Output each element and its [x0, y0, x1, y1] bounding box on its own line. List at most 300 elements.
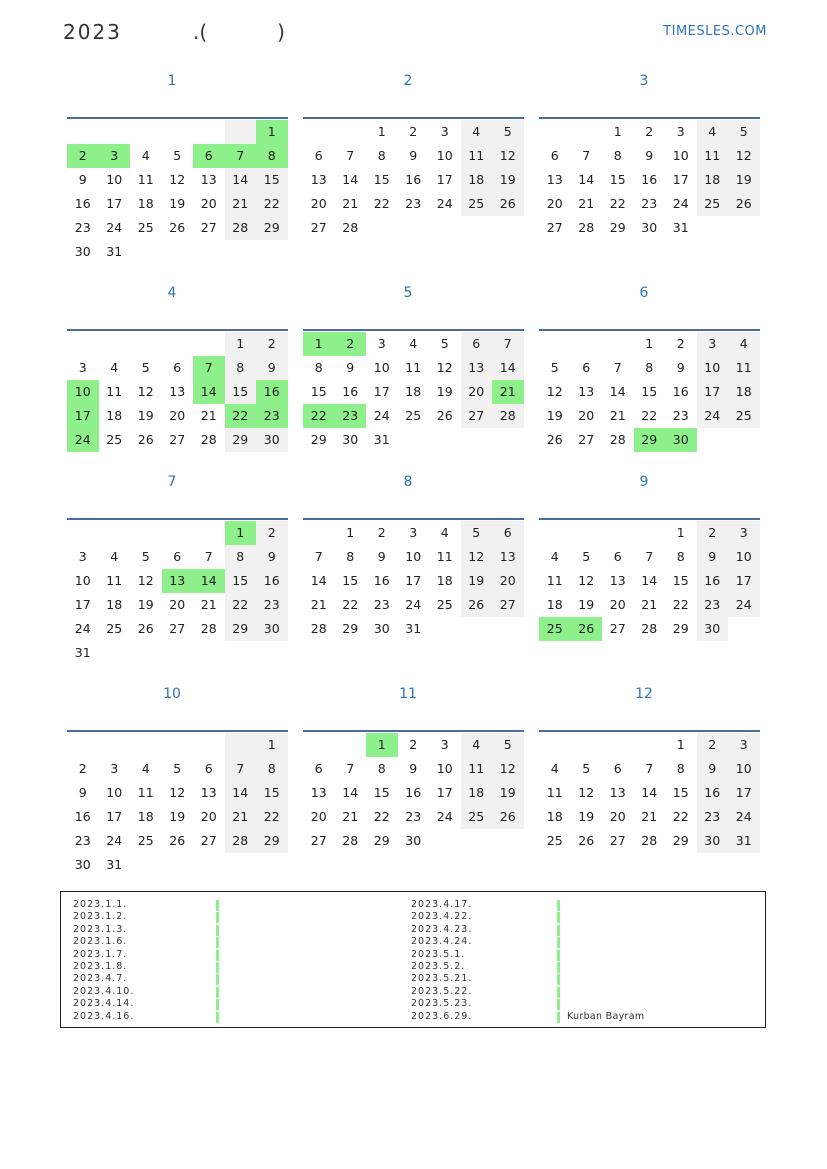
day-cell: 28 — [310, 621, 327, 636]
month-title: 12 — [635, 686, 653, 702]
holiday-day-cell: 1 — [366, 733, 398, 757]
empty-day-cell — [461, 617, 493, 641]
day-cell: 25 — [106, 432, 123, 447]
legend-row — [411, 986, 472, 998]
empty-day-cell — [162, 853, 194, 877]
empty-day-cell — [193, 240, 225, 264]
holiday-day-cell: 30 — [665, 428, 697, 452]
day-cell: 10 — [74, 573, 91, 588]
week-row — [67, 120, 288, 144]
day-cell: 9 — [645, 148, 654, 163]
month-grid — [539, 518, 760, 641]
day-cell: 23 — [74, 833, 91, 848]
calendar-year: 2023 — [63, 20, 122, 44]
day-cell: 8 — [377, 761, 386, 776]
legend-date: 2023.1.6. — [73, 936, 128, 948]
day-cell: 3 — [78, 549, 87, 564]
day-cell: 8 — [346, 549, 355, 564]
day-cell: 16 — [641, 172, 658, 187]
month-title: 9 — [639, 474, 649, 490]
day-cell: 21 — [225, 192, 257, 216]
day-cell: 14 — [342, 172, 359, 187]
day-cell: 16 — [697, 569, 729, 593]
day-cell: 25 — [546, 833, 563, 848]
day-cell: 8 — [314, 360, 323, 375]
empty-day-cell — [398, 428, 430, 452]
day-cell: 22 — [256, 805, 288, 829]
week-row — [303, 356, 524, 380]
day-cell: 30 — [697, 829, 729, 853]
day-cell: 18 — [461, 781, 493, 805]
day-cell: 20 — [200, 809, 217, 824]
day-cell: 14 — [609, 384, 626, 399]
week-row — [539, 192, 760, 216]
legend-row — [411, 949, 472, 961]
empty-day-cell — [162, 240, 194, 264]
day-cell: 15 — [225, 569, 257, 593]
month-grid — [303, 117, 524, 240]
day-cell: 23 — [697, 593, 729, 617]
week-row — [303, 120, 524, 144]
day-cell: 14 — [641, 573, 658, 588]
empty-day-cell — [225, 120, 257, 144]
day-cell: 3 — [697, 332, 729, 356]
day-cell: 27 — [310, 220, 327, 235]
day-cell: 5 — [141, 360, 150, 375]
day-cell: 9 — [377, 549, 386, 564]
week-row — [539, 332, 760, 356]
day-cell: 12 — [169, 785, 186, 800]
month-grid — [67, 518, 288, 665]
legend-color-swatch — [216, 974, 219, 985]
day-cell: 23 — [672, 408, 689, 423]
holiday-day-cell: 23 — [256, 404, 288, 428]
day-cell: 9 — [409, 148, 418, 163]
day-cell: 24 — [373, 408, 390, 423]
week-row — [67, 593, 288, 617]
day-cell: 19 — [492, 168, 524, 192]
week-row — [303, 617, 524, 641]
day-cell: 7 — [582, 148, 591, 163]
week-row — [67, 545, 288, 569]
holiday-day-cell: 1 — [256, 120, 288, 144]
empty-day-cell — [571, 521, 603, 545]
day-cell: 29 — [342, 621, 359, 636]
day-cell: 27 — [578, 432, 595, 447]
legend-date: 2023.4.7. — [73, 973, 128, 985]
day-cell: 25 — [137, 220, 154, 235]
day-cell: 5 — [728, 120, 760, 144]
day-cell: 1 — [377, 124, 386, 139]
holiday-day-cell: 7 — [225, 144, 257, 168]
day-cell: 7 — [314, 549, 323, 564]
empty-day-cell — [492, 428, 524, 452]
day-cell: 19 — [169, 196, 186, 211]
empty-day-cell — [67, 733, 99, 757]
day-cell: 21 — [200, 597, 217, 612]
day-cell: 28 — [641, 833, 658, 848]
week-row — [67, 332, 288, 356]
day-cell: 18 — [697, 168, 729, 192]
day-cell: 14 — [492, 356, 524, 380]
day-cell: 19 — [137, 408, 154, 423]
day-cell: 6 — [204, 761, 213, 776]
day-cell: 15 — [672, 573, 689, 588]
legend-row — [411, 998, 472, 1010]
holiday-day-cell: 10 — [67, 380, 99, 404]
day-cell: 28 — [225, 829, 257, 853]
day-cell: 7 — [225, 757, 257, 781]
day-cell: 22 — [256, 192, 288, 216]
day-cell: 21 — [641, 809, 658, 824]
month-title: 7 — [167, 474, 177, 490]
legend-date: 2023.4.22. — [411, 911, 473, 923]
legend-date: 2023.5.1. — [411, 948, 466, 960]
day-cell: 12 — [578, 573, 595, 588]
day-cell: 19 — [578, 809, 595, 824]
holiday-day-cell: 14 — [193, 380, 225, 404]
legend-row — [411, 911, 472, 923]
day-cell: 6 — [173, 549, 182, 564]
day-cell: 5 — [550, 360, 559, 375]
day-cell: 18 — [546, 597, 563, 612]
month-title: 1 — [167, 73, 177, 89]
day-cell: 21 — [342, 809, 359, 824]
day-cell: 4 — [461, 120, 493, 144]
day-cell: 16 — [697, 781, 729, 805]
empty-day-cell — [193, 641, 225, 665]
day-cell: 10 — [436, 148, 453, 163]
day-cell: 12 — [728, 144, 760, 168]
day-cell: 28 — [200, 432, 217, 447]
day-cell: 28 — [492, 404, 524, 428]
day-cell: 25 — [728, 404, 760, 428]
day-cell: 14 — [342, 785, 359, 800]
legend-color-swatch — [557, 987, 560, 998]
day-cell: 30 — [74, 857, 91, 872]
day-cell: 6 — [613, 761, 622, 776]
day-cell: 12 — [578, 785, 595, 800]
day-cell: 19 — [169, 809, 186, 824]
week-row — [539, 569, 760, 593]
day-cell: 23 — [405, 809, 422, 824]
month-title: 10 — [163, 686, 181, 702]
day-cell: 27 — [310, 833, 327, 848]
day-cell: 9 — [676, 360, 685, 375]
day-cell: 8 — [225, 545, 257, 569]
day-cell: 7 — [346, 148, 355, 163]
day-cell: 18 — [137, 196, 154, 211]
legend-date: 2023.1.3. — [73, 923, 128, 935]
legend-row — [73, 986, 134, 998]
empty-day-cell — [634, 733, 666, 757]
week-row — [67, 569, 288, 593]
empty-day-cell — [634, 521, 666, 545]
day-cell: 9 — [346, 360, 355, 375]
day-cell: 6 — [613, 549, 622, 564]
day-cell: 30 — [405, 833, 422, 848]
empty-day-cell — [539, 332, 571, 356]
day-cell: 17 — [436, 785, 453, 800]
day-cell: 30 — [256, 428, 288, 452]
day-cell: 6 — [173, 360, 182, 375]
day-cell: 6 — [461, 332, 493, 356]
day-cell: 4 — [440, 525, 449, 540]
day-cell: 4 — [728, 332, 760, 356]
day-cell: 3 — [440, 737, 449, 752]
day-cell: 26 — [169, 833, 186, 848]
day-cell: 27 — [609, 621, 626, 636]
day-cell: 3 — [409, 525, 418, 540]
holiday-day-cell: 2 — [335, 332, 367, 356]
week-row — [67, 168, 288, 192]
day-cell: 29 — [256, 829, 288, 853]
day-cell: 20 — [609, 597, 626, 612]
empty-day-cell — [99, 521, 131, 545]
day-cell: 8 — [676, 549, 685, 564]
day-cell: 15 — [256, 168, 288, 192]
day-cell: 6 — [314, 148, 323, 163]
empty-day-cell — [303, 521, 335, 545]
day-cell: 13 — [578, 384, 595, 399]
day-cell: 5 — [440, 336, 449, 351]
day-cell: 31 — [373, 432, 390, 447]
day-cell: 31 — [74, 645, 91, 660]
empty-day-cell — [130, 641, 162, 665]
legend-row — [73, 973, 134, 985]
holiday-day-cell: 16 — [256, 380, 288, 404]
day-cell: 28 — [200, 621, 217, 636]
empty-day-cell — [162, 733, 194, 757]
day-cell: 11 — [137, 785, 154, 800]
week-row — [303, 545, 524, 569]
month-title: 11 — [399, 686, 417, 702]
empty-day-cell — [130, 521, 162, 545]
day-cell: 27 — [169, 621, 186, 636]
day-cell: 3 — [440, 124, 449, 139]
day-cell: 23 — [373, 597, 390, 612]
day-cell: 24 — [405, 597, 422, 612]
day-cell: 2 — [697, 521, 729, 545]
day-cell: 20 — [310, 196, 327, 211]
legend-color-swatch — [216, 950, 219, 961]
legend-row — [411, 936, 472, 948]
day-cell: 20 — [609, 809, 626, 824]
day-cell: 5 — [173, 761, 182, 776]
day-cell: 26 — [137, 621, 154, 636]
empty-day-cell — [67, 332, 99, 356]
empty-day-cell — [162, 332, 194, 356]
empty-day-cell — [429, 428, 461, 452]
day-cell: 13 — [200, 785, 217, 800]
day-cell: 8 — [256, 757, 288, 781]
day-cell: 24 — [74, 621, 91, 636]
week-row — [67, 733, 288, 757]
week-row — [67, 192, 288, 216]
empty-day-cell — [193, 332, 225, 356]
day-cell: 22 — [373, 196, 390, 211]
day-cell: 1 — [645, 336, 654, 351]
day-cell: 3 — [78, 360, 87, 375]
day-cell: 29 — [256, 216, 288, 240]
holiday-day-cell: 22 — [225, 404, 257, 428]
week-row — [303, 781, 524, 805]
day-cell: 13 — [492, 545, 524, 569]
month-title: 8 — [403, 474, 413, 490]
legend-color-swatch — [216, 962, 219, 973]
month-grid — [539, 329, 760, 452]
day-cell: 22 — [342, 597, 359, 612]
day-cell: 12 — [461, 545, 493, 569]
brand-link[interactable]: TIMESLES.COM — [663, 24, 767, 39]
day-cell: 10 — [106, 172, 123, 187]
day-cell: 14 — [310, 573, 327, 588]
week-row — [539, 733, 760, 757]
day-cell: 28 — [225, 216, 257, 240]
holiday-day-cell: 1 — [303, 332, 335, 356]
holiday-day-cell: 8 — [256, 144, 288, 168]
empty-day-cell — [539, 120, 571, 144]
empty-day-cell — [492, 617, 524, 641]
day-cell: 10 — [405, 549, 422, 564]
day-cell: 18 — [546, 809, 563, 824]
day-cell: 31 — [728, 829, 760, 853]
day-cell: 2 — [256, 521, 288, 545]
holiday-day-cell: 1 — [225, 521, 257, 545]
day-cell: 13 — [609, 785, 626, 800]
week-row — [539, 757, 760, 781]
week-row — [303, 733, 524, 757]
day-cell: 31 — [405, 621, 422, 636]
week-row — [539, 617, 760, 641]
day-cell: 5 — [141, 549, 150, 564]
empty-day-cell — [193, 853, 225, 877]
day-cell: 7 — [492, 332, 524, 356]
day-cell: 7 — [346, 761, 355, 776]
day-cell: 29 — [672, 833, 689, 848]
day-cell: 17 — [697, 380, 729, 404]
day-cell: 11 — [728, 356, 760, 380]
day-cell: 17 — [728, 781, 760, 805]
empty-day-cell — [571, 332, 603, 356]
day-cell: 12 — [492, 757, 524, 781]
week-row — [539, 380, 760, 404]
day-cell: 10 — [672, 148, 689, 163]
empty-day-cell — [130, 120, 162, 144]
holiday-day-cell: 26 — [571, 617, 603, 641]
day-cell: 3 — [728, 733, 760, 757]
legend-color-swatch — [216, 912, 219, 923]
day-cell: 21 — [342, 196, 359, 211]
empty-day-cell — [571, 733, 603, 757]
day-cell: 10 — [373, 360, 390, 375]
day-cell: 26 — [546, 432, 563, 447]
week-row — [303, 216, 524, 240]
empty-day-cell — [366, 216, 398, 240]
empty-day-cell — [461, 829, 493, 853]
empty-day-cell — [130, 733, 162, 757]
day-cell: 15 — [641, 384, 658, 399]
day-cell: 12 — [169, 172, 186, 187]
day-cell: 11 — [106, 384, 123, 399]
empty-day-cell — [67, 521, 99, 545]
day-cell: 18 — [461, 168, 493, 192]
day-cell: 16 — [74, 196, 91, 211]
day-cell: 18 — [137, 809, 154, 824]
week-row — [67, 240, 288, 264]
empty-day-cell — [571, 120, 603, 144]
legend-color-swatch — [216, 987, 219, 998]
day-cell: 27 — [461, 404, 493, 428]
day-cell: 30 — [74, 244, 91, 259]
day-cell: 2 — [645, 124, 654, 139]
day-cell: 18 — [405, 384, 422, 399]
week-row — [303, 805, 524, 829]
day-cell: 22 — [672, 597, 689, 612]
legend-date: 2023.1.7. — [73, 948, 128, 960]
legend-date: 2023.5.2. — [411, 960, 466, 972]
day-cell: 15 — [373, 785, 390, 800]
empty-day-cell — [193, 733, 225, 757]
day-cell: 4 — [110, 360, 119, 375]
week-row — [303, 380, 524, 404]
day-cell: 18 — [728, 380, 760, 404]
empty-day-cell — [225, 853, 257, 877]
legend-row — [73, 899, 134, 911]
empty-day-cell — [256, 641, 288, 665]
day-cell: 27 — [492, 593, 524, 617]
day-cell: 11 — [546, 785, 563, 800]
month-grid — [303, 730, 524, 853]
day-cell: 9 — [256, 356, 288, 380]
day-cell: 13 — [461, 356, 493, 380]
empty-day-cell — [335, 733, 367, 757]
day-cell: 24 — [436, 809, 453, 824]
holiday-day-cell: 21 — [492, 380, 524, 404]
legend-color-swatch — [557, 925, 560, 936]
day-cell: 4 — [110, 549, 119, 564]
day-cell: 19 — [728, 168, 760, 192]
week-row — [539, 781, 760, 805]
empty-day-cell — [99, 641, 131, 665]
day-cell: 23 — [405, 196, 422, 211]
day-cell: 15 — [373, 172, 390, 187]
empty-day-cell — [602, 332, 634, 356]
legend-row — [411, 924, 472, 936]
legend-row — [73, 1011, 134, 1023]
week-row — [67, 380, 288, 404]
day-cell: 13 — [169, 384, 186, 399]
holiday-day-cell: 7 — [193, 356, 225, 380]
day-cell: 8 — [645, 360, 654, 375]
day-cell: 16 — [74, 809, 91, 824]
day-cell: 16 — [672, 384, 689, 399]
week-row — [67, 805, 288, 829]
day-cell: 20 — [310, 809, 327, 824]
day-cell: 25 — [106, 621, 123, 636]
week-row — [539, 829, 760, 853]
day-cell: 14 — [225, 168, 257, 192]
day-cell: 17 — [373, 384, 390, 399]
day-cell: 23 — [256, 593, 288, 617]
day-cell: 24 — [728, 593, 760, 617]
empty-day-cell — [99, 332, 131, 356]
day-cell: 11 — [106, 573, 123, 588]
day-cell: 28 — [578, 220, 595, 235]
legend-color-swatch — [557, 937, 560, 948]
month-grid — [67, 329, 288, 452]
day-cell: 13 — [546, 172, 563, 187]
